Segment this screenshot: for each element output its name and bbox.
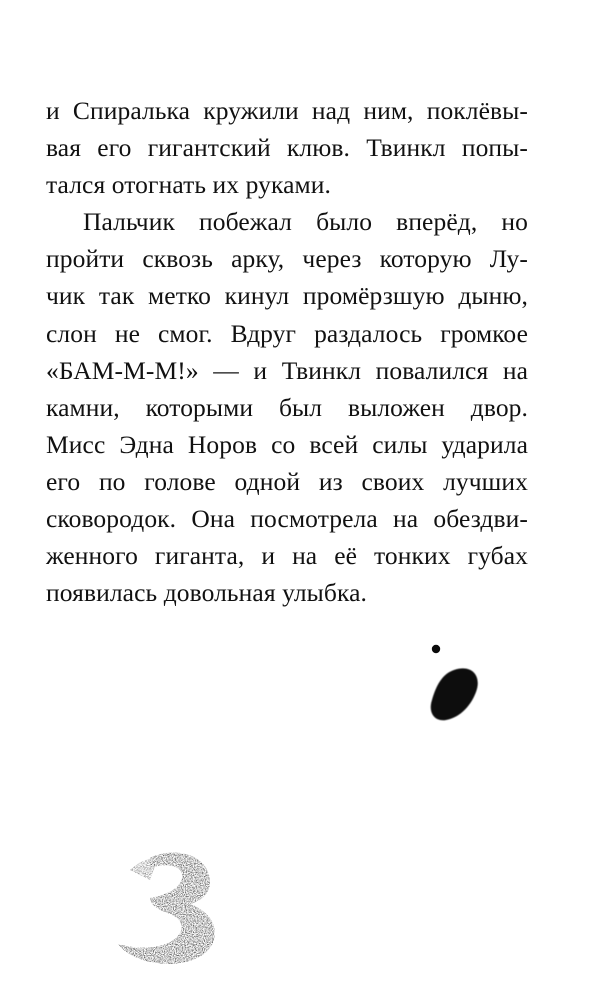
text-line: чик так метко кинул промёрзшую дыню,	[46, 281, 528, 311]
text-line: сковородок. Она посмотрела на обездви-	[46, 504, 528, 534]
text-line: пройти сквозь арку, через которую Лу-	[46, 244, 528, 274]
text-line: и Спиралька кружили над ним, поклёвы-	[46, 96, 528, 125]
ink-blob	[431, 668, 478, 720]
brush-swirl	[118, 853, 215, 964]
text-line: камни, которыми был выложен двор.	[46, 392, 528, 422]
text-line: Пальчик побежал было вперёд, но	[83, 207, 528, 237]
text-line: «БАМ-М-М!» — и Твинкл повалился на	[46, 355, 528, 385]
text-line: слон не смог. Вдруг раздалось громкое	[46, 318, 528, 348]
body-text	[46, 92, 528, 611]
text-line: Мисс Эдна Норов со всей силы ударила	[46, 429, 528, 459]
text-line: его по голове одной из своих лучших	[46, 466, 528, 496]
ink-dot	[432, 645, 440, 653]
text-line: вая его гигантский клюв. Твинкл попы-	[46, 133, 528, 163]
text-line: появилась довольная улыбка.	[46, 578, 367, 608]
text-line: женного гиганта, и на её тонких губах	[46, 541, 528, 571]
text-line: тался отогнать их руками.	[46, 170, 331, 200]
